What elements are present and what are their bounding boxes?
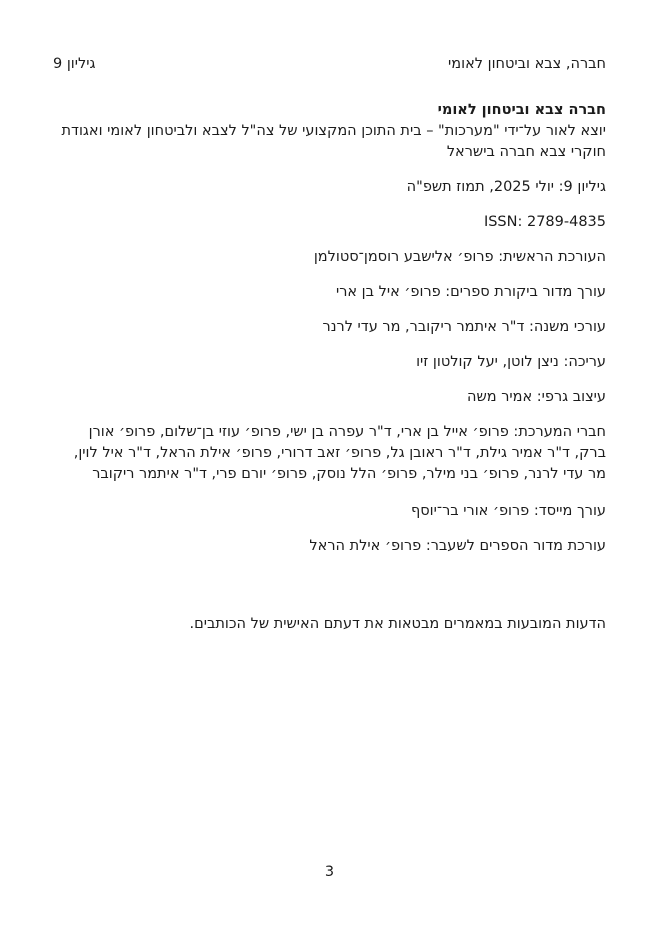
issn: ISSN: 2789-4835 [483,214,606,230]
running-header-journal-name: חברה, צבא וביטחון לאומי [448,56,606,72]
running-header [53,54,606,74]
graphic-design-credit: עיצוב גרפי: אמיר משה [467,389,606,405]
deputy-editors: עורכי משנה: ד"ר איתמר ריקובר, מר עדי לרנר [322,319,606,335]
issue-date: גיליון 9: יולי 2025, תמוז תשפ"ה [406,179,606,195]
editor-in-chief: העורכת הראשית: פרופ׳ אלישבע רוסמן־סטולמן [313,249,606,265]
disclaimer: הדעות המובעות במאמרים מבטאות את דעתם האישית של הכותבים. [189,616,606,632]
founding-editor: עורך מייסד: פרופ׳ אורי בר־יוסף [411,503,606,519]
book-review-editor: עורך מדור ביקורת ספרים: פרופ׳ איל בן ארי [335,284,606,300]
publisher-line: יוצא לאור על־ידי "מערכות" – בית התוכן המקצועי של צה"ל לצבא ולביטחון לאומי ואגודת חוקרי צבא חברה בישראל [61,123,606,160]
running-header-issue: גיליון 9 [53,56,96,72]
masthead-title: חברה צבא וביטחון לאומי [437,102,606,118]
masthead [53,100,606,635]
page [53,0,606,932]
page-number: 3 [324,864,335,880]
copy-editing-credit: עריכה: ניצן לוטן, יעל קולטון זיו [416,354,606,370]
editorial-board: חברי המערכת: פרופ׳ אייל בן ארי, ד"ר עפרה בן ישי, פרופ׳ עוזי בן־שלום, פרופ׳ אורן ברק, ד"ר אמיר גילת, ד"ר ראובן גל, פרופ׳ זאב דרורי, פרופ׳ אילת הראל, ד"ר איל לוין, מר עדי לרנר, פרופ׳ בני מילר, פרופ׳ הלל נוסק, פרופ׳ יורם פרי, ד"ר איתמר ריקובר [73,424,606,482]
former-book-editor: עורכת מדור הספרים לשעבר: פרופ׳ אילת הראל [309,538,606,554]
